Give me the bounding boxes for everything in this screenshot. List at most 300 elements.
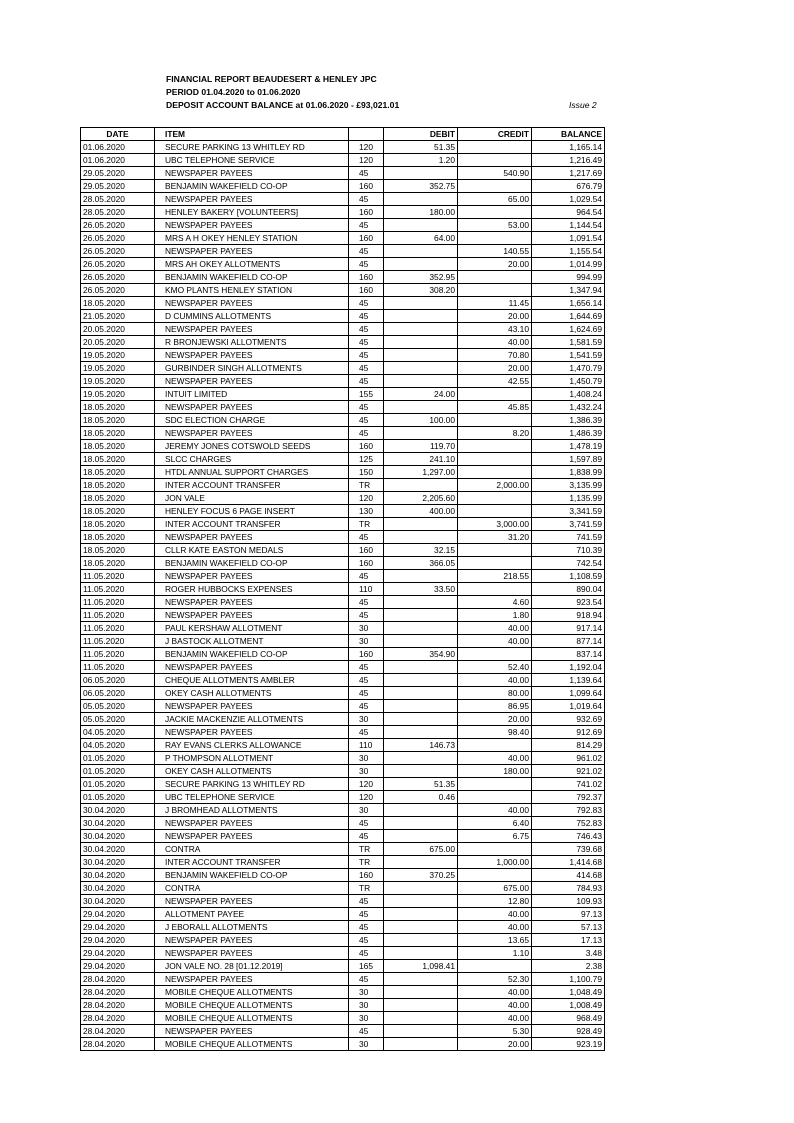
cell-code: 45: [349, 310, 384, 323]
table-row: [81, 245, 605, 258]
cell-debit: [384, 908, 458, 921]
cell-credit: [458, 557, 532, 570]
cell-debit: 119.70: [384, 440, 458, 453]
cell-debit: 352.95: [384, 271, 458, 284]
cell-code: 45: [349, 921, 384, 934]
cell-balance: 792.37: [532, 791, 605, 804]
table-row: [81, 362, 605, 375]
cell-debit: [384, 1012, 458, 1025]
cell-code: 45: [349, 349, 384, 362]
cell-date: 01.05.2020: [81, 778, 155, 791]
cell-code: 155: [349, 388, 384, 401]
cell-credit: 2,000.00: [458, 479, 532, 492]
cell-date: 18.05.2020: [81, 440, 155, 453]
cell-code: 30: [349, 713, 384, 726]
table-row: [81, 1012, 605, 1025]
deposit-balance-line: [166, 99, 606, 112]
cell-item: SECURE PARKING 13 WHITLEY RD: [155, 778, 349, 791]
cell-code: TR: [349, 479, 384, 492]
cell-credit: 40.00: [458, 674, 532, 687]
cell-date: 05.05.2020: [81, 713, 155, 726]
cell-debit: 1,297.00: [384, 466, 458, 479]
cell-date: 18.05.2020: [81, 492, 155, 505]
cell-code: 160: [349, 544, 384, 557]
cell-code: 45: [349, 1025, 384, 1038]
table-row: [81, 557, 605, 570]
table-row: [81, 843, 605, 856]
cell-credit: [458, 180, 532, 193]
column-header-credit: CREDIT: [458, 128, 532, 141]
cell-code: 45: [349, 531, 384, 544]
cell-date: 29.04.2020: [81, 960, 155, 973]
cell-debit: [384, 687, 458, 700]
cell-code: 110: [349, 583, 384, 596]
cell-balance: 1,108.59: [532, 570, 605, 583]
cell-code: 45: [349, 570, 384, 583]
table-row: [81, 167, 605, 180]
cell-code: 45: [349, 596, 384, 609]
table-row: [81, 895, 605, 908]
cell-code: 45: [349, 323, 384, 336]
cell-code: 160: [349, 440, 384, 453]
cell-balance: 1,414.68: [532, 856, 605, 869]
cell-balance: 1,450.79: [532, 375, 605, 388]
cell-credit: 45.85: [458, 401, 532, 414]
cell-debit: 675.00: [384, 843, 458, 856]
cell-debit: [384, 830, 458, 843]
cell-debit: 146.73: [384, 739, 458, 752]
cell-date: 30.04.2020: [81, 843, 155, 856]
table-row: [81, 336, 605, 349]
cell-item: J EBORALL ALLOTMENTS: [155, 921, 349, 934]
cell-balance: 928.49: [532, 1025, 605, 1038]
cell-credit: 6.40: [458, 817, 532, 830]
issue-label: Issue 2: [569, 100, 597, 110]
cell-debit: [384, 310, 458, 323]
table-row: [81, 635, 605, 648]
table-row: [81, 453, 605, 466]
cell-balance: 1,019.64: [532, 700, 605, 713]
cell-debit: [384, 895, 458, 908]
transactions-body: [81, 141, 605, 1051]
cell-credit: 180.00: [458, 765, 532, 778]
cell-code: 165: [349, 960, 384, 973]
table-row: [81, 258, 605, 271]
cell-balance: 741.59: [532, 531, 605, 544]
cell-debit: [384, 856, 458, 869]
cell-item: PAUL KERSHAW ALLOTMENT: [155, 622, 349, 635]
cell-date: 21.05.2020: [81, 310, 155, 323]
table-row: [81, 856, 605, 869]
cell-item: JON VALE: [155, 492, 349, 505]
cell-balance: 877.14: [532, 635, 605, 648]
table-row: [81, 609, 605, 622]
cell-balance: 17.13: [532, 934, 605, 947]
cell-balance: 1,656.14: [532, 297, 605, 310]
cell-credit: [458, 505, 532, 518]
cell-debit: 180.00: [384, 206, 458, 219]
cell-item: SECURE PARKING 13 WHITLEY RD: [155, 141, 349, 154]
cell-date: 01.05.2020: [81, 765, 155, 778]
cell-item: INTER ACCOUNT TRANSFER: [155, 479, 349, 492]
cell-debit: [384, 245, 458, 258]
cell-credit: 40.00: [458, 908, 532, 921]
cell-credit: 52.40: [458, 661, 532, 674]
cell-date: 30.04.2020: [81, 869, 155, 882]
cell-debit: 370.25: [384, 869, 458, 882]
cell-credit: [458, 843, 532, 856]
cell-code: 30: [349, 622, 384, 635]
cell-item: CLLR KATE EASTON MEDALS: [155, 544, 349, 557]
cell-debit: 24.00: [384, 388, 458, 401]
cell-credit: [458, 141, 532, 154]
cell-item: MOBILE CHEQUE ALLOTMENTS: [155, 999, 349, 1012]
table-row: [81, 297, 605, 310]
cell-date: 01.06.2020: [81, 154, 155, 167]
cell-date: 11.05.2020: [81, 583, 155, 596]
table-row: [81, 323, 605, 336]
cell-item: NEWSPAPER PAYEES: [155, 349, 349, 362]
table-row: [81, 765, 605, 778]
table-row: [81, 1025, 605, 1038]
cell-credit: [458, 739, 532, 752]
cell-code: 45: [349, 661, 384, 674]
cell-credit: 11.45: [458, 297, 532, 310]
cell-code: 30: [349, 752, 384, 765]
cell-item: CHEQUE ALLOTMENTS AMBLER: [155, 674, 349, 687]
cell-debit: [384, 973, 458, 986]
cell-balance: 1,597.89: [532, 453, 605, 466]
cell-item: NEWSPAPER PAYEES: [155, 323, 349, 336]
table-row: [81, 232, 605, 245]
table-row: [81, 141, 605, 154]
cell-debit: 241.10: [384, 453, 458, 466]
cell-debit: 308.20: [384, 284, 458, 297]
cell-item: JEREMY JONES COTSWOLD SEEDS: [155, 440, 349, 453]
cell-item: NEWSPAPER PAYEES: [155, 1025, 349, 1038]
cell-debit: [384, 531, 458, 544]
cell-debit: 51.35: [384, 778, 458, 791]
cell-debit: 1.20: [384, 154, 458, 167]
cell-debit: [384, 986, 458, 999]
cell-balance: 1,099.64: [532, 687, 605, 700]
cell-item: NEWSPAPER PAYEES: [155, 830, 349, 843]
cell-balance: 57.13: [532, 921, 605, 934]
cell-debit: [384, 1038, 458, 1051]
cell-code: 120: [349, 154, 384, 167]
cell-credit: 540.90: [458, 167, 532, 180]
cell-balance: 784.93: [532, 882, 605, 895]
cell-balance: 1,581.59: [532, 336, 605, 349]
cell-debit: 100.00: [384, 414, 458, 427]
report-title: FINANCIAL REPORT BEAUDESERT & HENLEY JPC: [166, 74, 377, 84]
cell-debit: [384, 570, 458, 583]
cell-item: NEWSPAPER PAYEES: [155, 895, 349, 908]
report-header: [166, 73, 606, 112]
cell-date: 29.05.2020: [81, 167, 155, 180]
cell-code: 45: [349, 219, 384, 232]
table-row: [81, 466, 605, 479]
cell-debit: 1,098.41: [384, 960, 458, 973]
table-row: [81, 908, 605, 921]
cell-date: 18.05.2020: [81, 518, 155, 531]
cell-debit: 33.50: [384, 583, 458, 596]
cell-debit: 354.90: [384, 648, 458, 661]
cell-code: 45: [349, 934, 384, 947]
cell-code: 30: [349, 1038, 384, 1051]
cell-date: 28.04.2020: [81, 1038, 155, 1051]
cell-date: 26.05.2020: [81, 284, 155, 297]
cell-item: NEWSPAPER PAYEES: [155, 245, 349, 258]
cell-date: 29.04.2020: [81, 921, 155, 934]
cell-item: NEWSPAPER PAYEES: [155, 375, 349, 388]
cell-debit: 352.75: [384, 180, 458, 193]
cell-date: 11.05.2020: [81, 635, 155, 648]
cell-date: 18.05.2020: [81, 544, 155, 557]
cell-credit: 8.20: [458, 427, 532, 440]
cell-credit: [458, 544, 532, 557]
cell-code: TR: [349, 518, 384, 531]
cell-date: 28.04.2020: [81, 986, 155, 999]
cell-balance: 1,644.69: [532, 310, 605, 323]
table-row: [81, 648, 605, 661]
cell-item: MOBILE CHEQUE ALLOTMENTS: [155, 1012, 349, 1025]
cell-balance: 742.54: [532, 557, 605, 570]
cell-debit: [384, 934, 458, 947]
cell-date: 11.05.2020: [81, 596, 155, 609]
cell-item: NEWSPAPER PAYEES: [155, 661, 349, 674]
column-header-balance: BALANCE: [532, 128, 605, 141]
cell-item: NEWSPAPER PAYEES: [155, 609, 349, 622]
cell-code: 45: [349, 414, 384, 427]
cell-balance: 2.38: [532, 960, 605, 973]
cell-credit: [458, 466, 532, 479]
report-period: PERIOD 01.04.2020 to 01.06.2020: [166, 87, 301, 97]
cell-balance: 890.04: [532, 583, 605, 596]
table-row: [81, 921, 605, 934]
cell-debit: [384, 518, 458, 531]
table-row: [81, 999, 605, 1012]
table-row: [81, 739, 605, 752]
cell-item: KMO PLANTS HENLEY STATION: [155, 284, 349, 297]
cell-code: 45: [349, 700, 384, 713]
cell-debit: [384, 947, 458, 960]
cell-balance: 923.19: [532, 1038, 605, 1051]
table-row: [81, 596, 605, 609]
cell-code: 30: [349, 765, 384, 778]
cell-item: NEWSPAPER PAYEES: [155, 726, 349, 739]
table-row: [81, 570, 605, 583]
cell-balance: 918.94: [532, 609, 605, 622]
cell-balance: 1,192.04: [532, 661, 605, 674]
table-row: [81, 310, 605, 323]
cell-balance: 1,386.39: [532, 414, 605, 427]
cell-item: MRS A H OKEY HENLEY STATION: [155, 232, 349, 245]
cell-balance: 710.39: [532, 544, 605, 557]
cell-item: NEWSPAPER PAYEES: [155, 817, 349, 830]
cell-balance: 923.54: [532, 596, 605, 609]
cell-code: 45: [349, 687, 384, 700]
cell-balance: 1,165.14: [532, 141, 605, 154]
table-row: [81, 479, 605, 492]
cell-balance: 1,155.54: [532, 245, 605, 258]
cell-balance: 1,008.49: [532, 999, 605, 1012]
cell-balance: 968.49: [532, 1012, 605, 1025]
cell-credit: 40.00: [458, 999, 532, 1012]
column-header-debit: DEBIT: [384, 128, 458, 141]
table-row: [81, 817, 605, 830]
cell-code: 160: [349, 648, 384, 661]
cell-date: 30.04.2020: [81, 895, 155, 908]
cell-debit: [384, 661, 458, 674]
cell-balance: 1,091.54: [532, 232, 605, 245]
cell-credit: 13.65: [458, 934, 532, 947]
cell-debit: [384, 752, 458, 765]
cell-debit: [384, 765, 458, 778]
cell-code: 160: [349, 284, 384, 297]
cell-date: 29.04.2020: [81, 947, 155, 960]
cell-credit: [458, 388, 532, 401]
cell-date: 11.05.2020: [81, 609, 155, 622]
cell-date: 20.05.2020: [81, 323, 155, 336]
cell-credit: 20.00: [458, 362, 532, 375]
cell-item: NEWSPAPER PAYEES: [155, 167, 349, 180]
cell-date: 01.06.2020: [81, 141, 155, 154]
cell-item: ROGER HUBBOCKS EXPENSES: [155, 583, 349, 596]
cell-code: 160: [349, 557, 384, 570]
cell-balance: 1,470.79: [532, 362, 605, 375]
cell-date: 29.04.2020: [81, 908, 155, 921]
cell-item: ALLOTMENT PAYEE: [155, 908, 349, 921]
cell-item: JON VALE NO. 28 [01.12.2019]: [155, 960, 349, 973]
table-row: [81, 583, 605, 596]
cell-date: 18.05.2020: [81, 466, 155, 479]
cell-balance: 1,135.99: [532, 492, 605, 505]
table-row: [81, 830, 605, 843]
cell-credit: 98.40: [458, 726, 532, 739]
table-row: [81, 973, 605, 986]
cell-credit: 20.00: [458, 258, 532, 271]
cell-code: 160: [349, 206, 384, 219]
cell-date: 04.05.2020: [81, 739, 155, 752]
cell-code: 150: [349, 466, 384, 479]
table-row: [81, 284, 605, 297]
cell-item: HENLEY BAKERY [VOLUNTEERS]: [155, 206, 349, 219]
cell-balance: 1,029.54: [532, 193, 605, 206]
cell-balance: 921.02: [532, 765, 605, 778]
cell-date: 30.04.2020: [81, 804, 155, 817]
table-row: [81, 700, 605, 713]
cell-balance: 917.14: [532, 622, 605, 635]
cell-credit: 40.00: [458, 752, 532, 765]
cell-credit: 1.10: [458, 947, 532, 960]
cell-date: 28.05.2020: [81, 193, 155, 206]
cell-debit: [384, 700, 458, 713]
cell-item: J BROMHEAD ALLOTMENTS: [155, 804, 349, 817]
cell-date: 30.04.2020: [81, 882, 155, 895]
cell-debit: [384, 596, 458, 609]
cell-date: 18.05.2020: [81, 479, 155, 492]
cell-code: 30: [349, 635, 384, 648]
cell-credit: 675.00: [458, 882, 532, 895]
table-row: [81, 934, 605, 947]
cell-balance: 676.79: [532, 180, 605, 193]
cell-code: TR: [349, 856, 384, 869]
cell-item: NEWSPAPER PAYEES: [155, 934, 349, 947]
table-row: [81, 791, 605, 804]
cell-code: 45: [349, 947, 384, 960]
cell-code: 30: [349, 1012, 384, 1025]
cell-item: NEWSPAPER PAYEES: [155, 219, 349, 232]
cell-credit: 20.00: [458, 1038, 532, 1051]
cell-date: 20.05.2020: [81, 336, 155, 349]
cell-debit: [384, 817, 458, 830]
cell-date: 19.05.2020: [81, 375, 155, 388]
cell-credit: [458, 440, 532, 453]
cell-code: 45: [349, 297, 384, 310]
cell-debit: [384, 349, 458, 362]
table-row: [81, 388, 605, 401]
cell-balance: 1,014.99: [532, 258, 605, 271]
cell-item: HTDL ANNUAL SUPPORT CHARGES: [155, 466, 349, 479]
cell-code: 160: [349, 869, 384, 882]
cell-code: 120: [349, 492, 384, 505]
cell-item: NEWSPAPER PAYEES: [155, 947, 349, 960]
cell-debit: [384, 323, 458, 336]
table-row: [81, 271, 605, 284]
cell-debit: [384, 193, 458, 206]
cell-credit: 40.00: [458, 635, 532, 648]
cell-debit: [384, 297, 458, 310]
cell-code: 120: [349, 791, 384, 804]
cell-date: 18.05.2020: [81, 505, 155, 518]
cell-credit: 40.00: [458, 921, 532, 934]
cell-balance: 1,838.99: [532, 466, 605, 479]
cell-item: INTUIT LIMITED: [155, 388, 349, 401]
cell-item: NEWSPAPER PAYEES: [155, 401, 349, 414]
cell-balance: 1,432.24: [532, 401, 605, 414]
cell-item: MOBILE CHEQUE ALLOTMENTS: [155, 1038, 349, 1051]
cell-code: 160: [349, 271, 384, 284]
cell-date: 06.05.2020: [81, 687, 155, 700]
cell-balance: 994.99: [532, 271, 605, 284]
cell-balance: 741.02: [532, 778, 605, 791]
cell-balance: 912.69: [532, 726, 605, 739]
cell-date: 26.05.2020: [81, 232, 155, 245]
cell-item: BENJAMIN WAKEFIELD CO-OP: [155, 180, 349, 193]
cell-code: 30: [349, 999, 384, 1012]
table-row: [81, 882, 605, 895]
cell-credit: [458, 453, 532, 466]
cell-balance: 109.93: [532, 895, 605, 908]
table-row: [81, 401, 605, 414]
table-row: [81, 180, 605, 193]
column-header-date: DATE: [81, 128, 155, 141]
cell-balance: 1,100.79: [532, 973, 605, 986]
table-row: [81, 206, 605, 219]
cell-code: 45: [349, 193, 384, 206]
cell-item: JACKIE MACKENZIE ALLOTMENTS: [155, 713, 349, 726]
cell-credit: 86.95: [458, 700, 532, 713]
cell-item: NEWSPAPER PAYEES: [155, 596, 349, 609]
cell-credit: 20.00: [458, 310, 532, 323]
cell-debit: [384, 609, 458, 622]
cell-date: 01.05.2020: [81, 752, 155, 765]
cell-code: 45: [349, 427, 384, 440]
cell-item: UBC TELEPHONE SERVICE: [155, 154, 349, 167]
cell-code: TR: [349, 882, 384, 895]
cell-date: 01.05.2020: [81, 791, 155, 804]
